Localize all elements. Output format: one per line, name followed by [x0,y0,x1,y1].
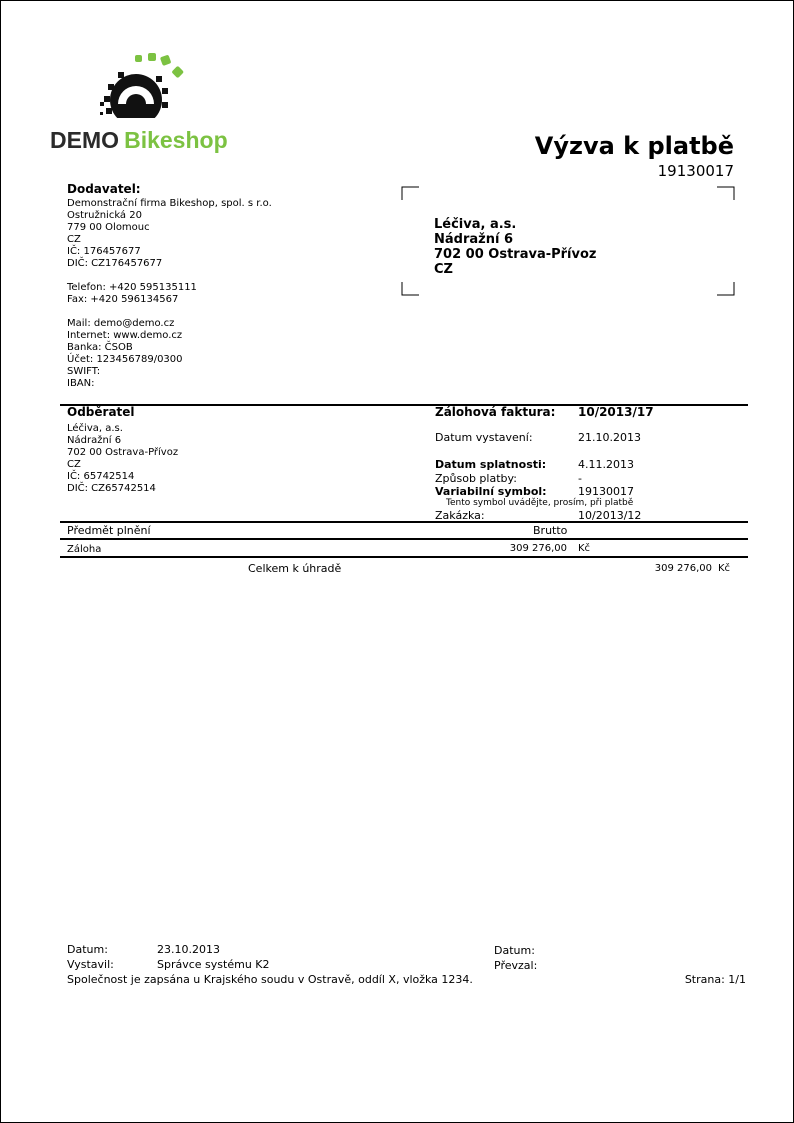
customer-line: Léčiva, a.s. [67,423,123,434]
customer-address [67,423,178,495]
proforma-label: Zálohová faktura: [435,405,556,419]
total-label: Celkem k úhradě [248,562,342,575]
footer-date-value: 23.10.2013 [157,943,220,956]
address-corner-bottom-left [401,282,419,296]
supplier-web: Účet: 123456789/0300 [67,354,183,365]
due-date-label: Datum splatnosti: [435,458,547,471]
customer-line: 702 00 Ostrava-Přívoz [67,447,179,458]
supplier-web: IBAN: [67,378,95,389]
recipient-line: CZ [434,262,453,277]
supplier-web: Banka: ČSOB [67,342,133,353]
table-bottom-rule [60,556,748,558]
order-label: Zakázka: [435,509,485,522]
logo-text [50,127,228,154]
total-amount: 309 276,00 [654,563,712,574]
supplier-line: DIČ: CZ176457677 [67,258,163,269]
supplier-heading: Dodavatel: [67,182,141,196]
supplier-line: IČ: 176457677 [67,246,141,257]
footer-issued-value: Správce systému K2 [157,958,270,971]
document-title: Výzva k platbě [534,132,734,160]
gear-icon [92,52,188,124]
company-registration-note: Společnost je zapsána u Krajského soudu v Ostravě, oddíl X, vložka 1234. [67,973,473,986]
item-name: Záloha [67,544,102,555]
variable-symbol-note: Tento symbol uvádějte, prosím, při platbě [446,498,634,508]
payment-method-value: - [578,472,582,485]
variable-symbol-value: 19130017 [578,485,634,498]
supplier-web: Mail: demo@demo.cz [67,318,175,329]
supplier-line: CZ [67,234,81,245]
payment-method-label: Způsob platby: [435,472,517,485]
customer-line: CZ [67,459,81,470]
supplier-contact: Fax: +420 596134567 [67,294,179,305]
customer-line: IČ: 65742514 [67,471,135,482]
supplier-line: Demonstrační firma Bikeshop, spol. s r.o. [67,198,272,209]
item-currency: Kč [578,543,591,554]
recipient-line: 702 00 Ostrava-Přívoz [434,247,597,262]
column-header-subject: Předmět plnění [67,524,151,537]
logo-word-bikeshop: Bikeshop [124,127,228,153]
page-number: Strana: 1/1 [684,973,746,986]
address-corner-bottom-right [717,282,735,296]
recipient-line: Nádražní 6 [434,232,513,247]
column-header-gross: Brutto [533,524,568,537]
document-number: 19130017 [657,162,734,180]
logo-word-demo: DEMO [50,127,119,153]
order-value: 10/2013/12 [578,509,642,522]
footer-date2-label: Datum: [494,944,535,957]
address-corner-top-left [401,186,419,200]
customer-line: Nádražní 6 [67,435,122,446]
issue-date-label: Datum vystavení: [435,431,533,444]
issue-date-value: 21.10.2013 [578,431,641,444]
customer-line: DIČ: CZ65742514 [67,483,156,494]
address-corner-top-right [717,186,735,200]
supplier-line: 779 00 Olomouc [67,222,150,233]
supplier-web: SWIFT: [67,366,101,377]
table-top-rule [60,521,748,523]
proforma-value: 10/2013/17 [578,405,654,419]
customer-heading: Odběratel [67,405,135,419]
supplier-web: Internet: www.demo.cz [67,330,183,341]
footer-issued-label: Vystavil: [67,958,114,971]
supplier-line: Ostružnická 20 [67,210,142,221]
footer-date-label: Datum: [67,943,108,956]
supplier-contact: Telefon: +420 595135111 [67,282,197,293]
footer-received-label: Převzal: [494,959,538,972]
total-currency: Kč [718,563,731,574]
due-date-value: 4.11.2013 [578,458,634,471]
recipient-line: Léčiva, a.s. [434,217,517,232]
supplier-address [67,198,272,390]
recipient-address [434,217,596,277]
item-amount: 309 276,00 [509,543,567,554]
table-header-rule [60,538,748,540]
variable-symbol-label: Variabilní symbol: [435,485,547,498]
